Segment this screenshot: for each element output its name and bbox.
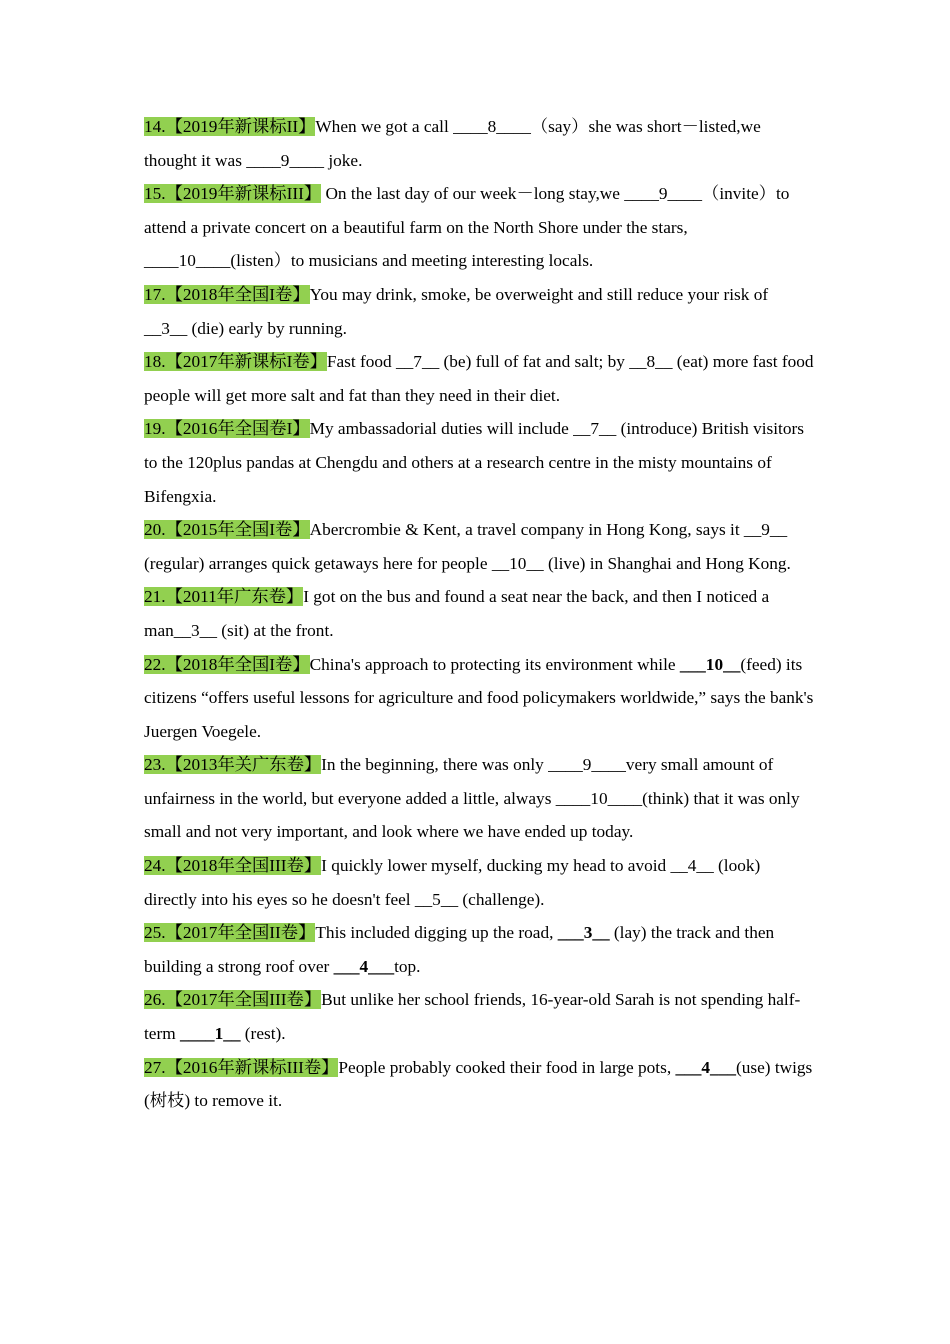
question-item (144, 412, 814, 513)
question-item (144, 983, 814, 1050)
question-item (144, 345, 814, 412)
question-text: My ambassadorial duties will include __7__ (introduce) British visitors to the 120plus pandas at Chengdu and others at a research centre in the misty mountains of Bifengxia. (144, 419, 804, 506)
answer-blank: ___4___ (675, 1057, 736, 1077)
question-text: I quickly lower myself, ducking my head to avoid __4__ (look) directly into his eyes so he doesn't feel __5__ (challenge). (144, 856, 761, 909)
question-item (144, 849, 814, 916)
question-text: (lay) the track and then building a strong roof over (144, 923, 775, 976)
question-text: You may drink, smoke, be overweight and still reduce your risk of __3__ (die) early by running. (144, 284, 769, 338)
question-text: (rest). (240, 1024, 286, 1044)
answer-blank: ____1__ (180, 1024, 241, 1044)
question-text: Fast food __7__ (be) full of fat and salt; by __8__ (eat) more fast food people will get more salt and fat than they need in their diet. (144, 352, 814, 405)
question-source-tag: 21.【2011年广东卷】 (144, 587, 304, 607)
question-item (144, 278, 814, 345)
question-text: But unlike her school friends, 16-year-old Sarah is not spending half-term (144, 990, 801, 1044)
answer-blank: ___3__ (557, 923, 610, 943)
question-text: China's approach to protecting its environment while (309, 654, 680, 674)
document-page (144, 110, 814, 1118)
question-text: top. (394, 956, 421, 976)
question-source-tag: 23.【2013年关广东卷】 (144, 755, 322, 775)
question-item (144, 916, 814, 983)
question-item (144, 513, 814, 580)
question-item (144, 748, 814, 849)
question-item (144, 580, 814, 647)
answer-blank: ___4___ (333, 956, 395, 976)
question-text: I got on the bus and found a seat near the back, and then I noticed a man__3__ (sit) at the front. (144, 587, 770, 640)
question-item (144, 177, 814, 278)
question-text: Abercrombie & Kent, a travel company in Hong Kong, says it __9__ (regular) arranges quick getaways here for people __10__ (live) in Shanghai and Hong Kong. (144, 520, 791, 573)
question-text: In the beginning, there was only ____9____very small amount of unfairness in the world, but everyone added a little, always ____10____(think) that it was only small and not very important, and look where we have ended up today. (144, 755, 800, 842)
question-source-tag: 22.【2018年全国I卷】 (144, 654, 310, 674)
question-item (144, 648, 814, 749)
question-text: When we got a call ____8____（say）she was short－listed,we thought it was ____9____ joke. (144, 117, 761, 170)
question-source-tag: 15.【2019年新课标III】 (144, 184, 322, 204)
question-text: (use) twigs (树枝) to remove it. (144, 1057, 813, 1111)
question-source-tag: 14.【2019年新课标II】 (144, 117, 316, 136)
question-text: (feed) its citizens “offers useful lessons for agriculture and food policymakers worldwide,” says the bank's Juergen Voegele. (144, 654, 814, 741)
question-item (144, 110, 814, 177)
question-source-tag: 20.【2015年全国I卷】 (144, 520, 310, 540)
question-source-tag: 19.【2016年全国卷I】 (144, 419, 310, 439)
question-source-tag: 17.【2018年全国I卷】 (144, 284, 310, 304)
question-text: On the last day of our week－long stay,we ____9____（invite）to attend a private concert on a beautiful farm on the North Shore under the stars, ____10____(listen）to musicians and meeting interesting locals. (144, 184, 790, 271)
question-text: People probably cooked their food in large pots, (338, 1057, 676, 1077)
question-source-tag: 25.【2017年全国II卷】 (144, 923, 316, 943)
question-text: This included digging up the road, (315, 923, 558, 943)
question-source-tag: 27.【2016年新课标III卷】 (144, 1057, 339, 1077)
question-source-tag: 24.【2018年全国III卷】 (144, 856, 322, 876)
question-item (144, 1051, 814, 1118)
question-source-tag: 18.【2017年新课标I卷】 (144, 352, 327, 372)
answer-blank: ___10__ (679, 654, 741, 674)
question-source-tag: 26.【2017年全国III卷】 (144, 990, 322, 1010)
